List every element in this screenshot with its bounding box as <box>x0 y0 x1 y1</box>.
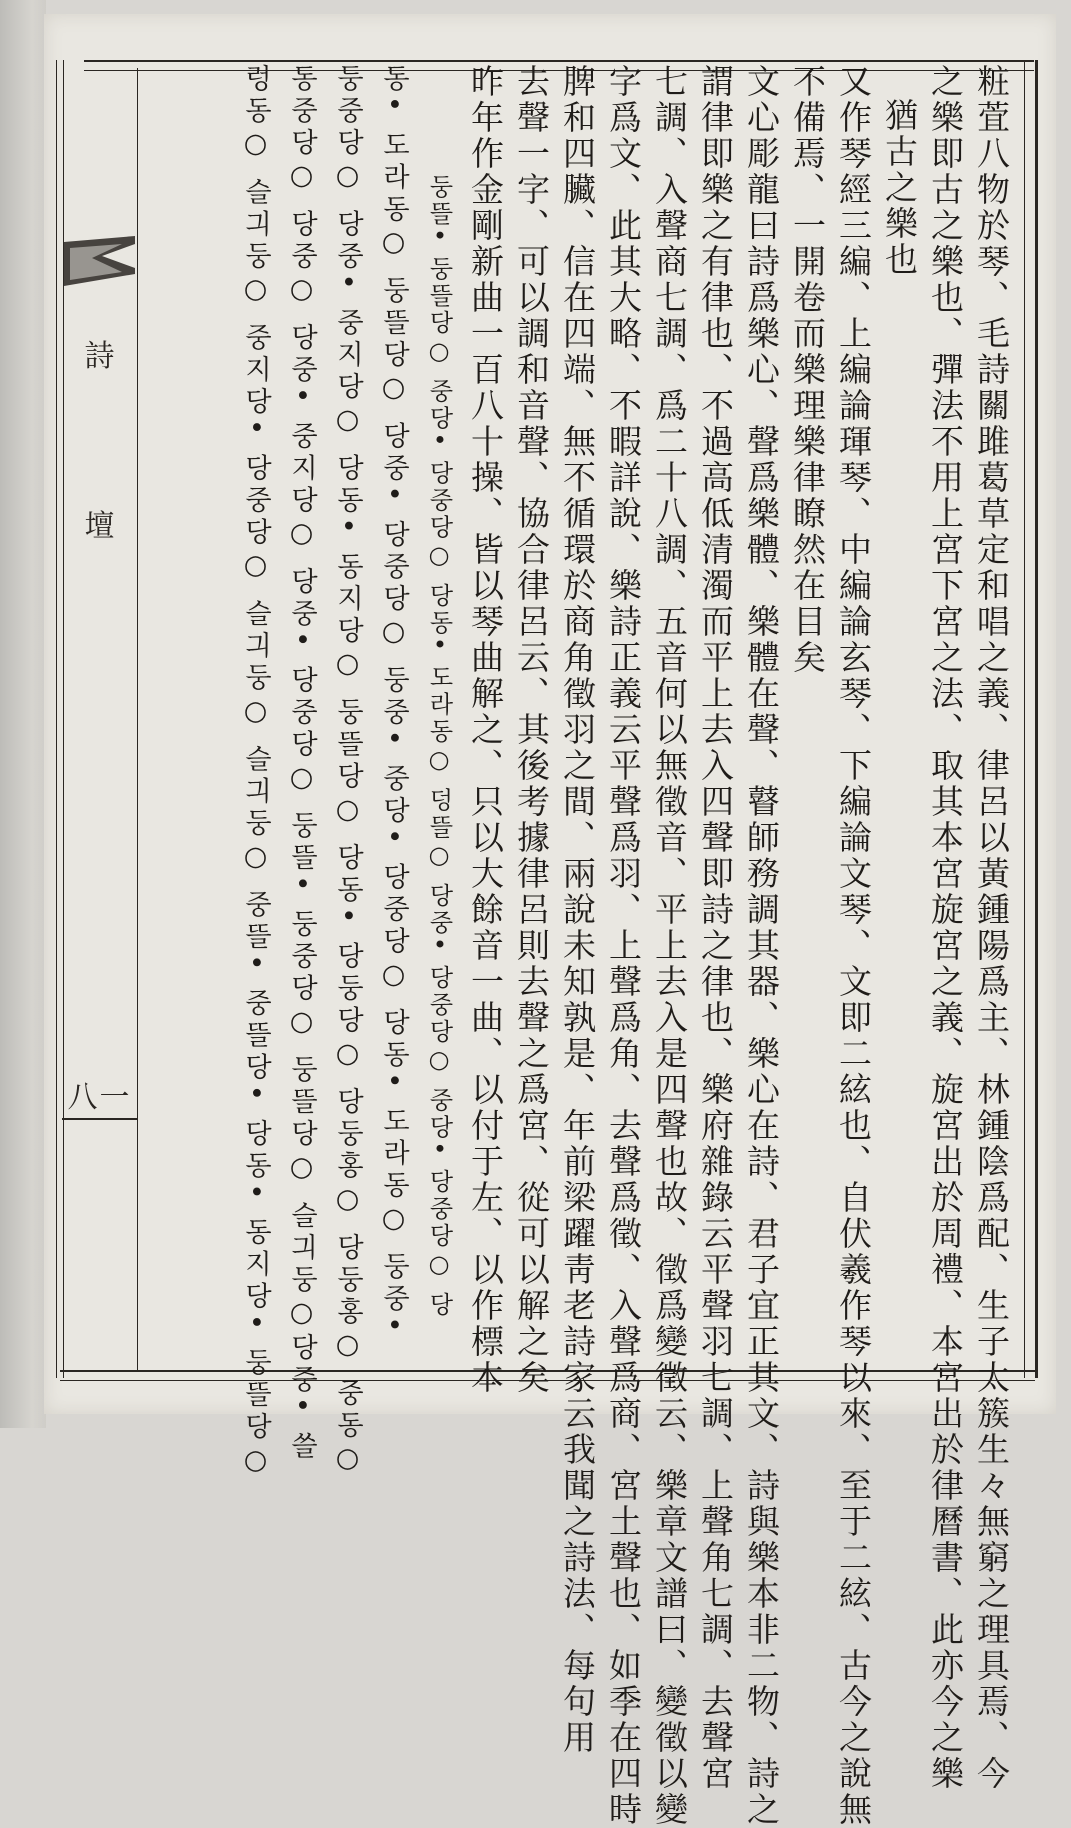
main-text <box>162 64 1014 1828</box>
score-column: 동중당○ 당중○ 당중• 중지당○ 당중• 당중당○ 둥뜰• 둥중당○ 둥뜰당○ 슬긔둥○당중• 쓸 <box>286 64 317 1464</box>
text-column: 文心彫龍曰詩爲樂心、聲爲樂體、樂體在聲、瞽師務調其器、樂心在詩、君子宜正其文、詩與樂本非二物、詩之 <box>742 64 781 1828</box>
score-column: 렁동○ 슬긔둥○ 중지당• 당중당○ 슬긔둥○ 슬긔둥○ 중뜰• 중뜰당• 당동• 동지당• 둥뜰당○ <box>240 64 271 1481</box>
margin-rule <box>137 68 138 1370</box>
text-column: 字爲文、此其大略、不暇詳說、樂詩正義云平聲爲羽、上聲爲角、去聲爲徵、入聲爲商、宮土聲也、如季在四時 <box>604 64 643 1828</box>
book-page <box>44 14 1056 1828</box>
page-shadow <box>0 0 46 1428</box>
text-column: 不備焉、一開卷而樂理樂律瞭然在目矣 <box>788 64 827 676</box>
score-column: 동• 도라동○ 둥뜰당○ 당중• 당중당○ 둥중• 중당• 당중당○ 당동• 도라동○ 둥중• <box>378 64 409 1338</box>
page-number: 八一 <box>62 1072 137 1120</box>
text-column: 七調、入聲商七調、爲二十八調、五音何以無徵音、平上去入是四聲也故、徵爲變徵云、樂章文譜曰、變徵以變 <box>650 64 689 1828</box>
text-column: 粧萓八物於琴、毛詩關雎葛草定和唱之義、律呂以黃鍾陽爲主、林鍾陰爲配、生子太簇生々無窮之理具焉、今 <box>972 64 1011 1792</box>
margin-title-char-1: 詩 <box>84 339 115 374</box>
right-border <box>1024 60 1038 1378</box>
text-column: 又作琴經三編、上編論琿琴、中編論玄琴、下編論文琴、文即二絃也、自伏羲作琴以來、至于二絃、古今之說無 <box>834 64 873 1828</box>
margin-title <box>62 304 137 542</box>
score-column: 둥뜰• 둥뜰당○ 중당• 당중당○ 당동• 도라동○ 덩뜰○ 당중• 당중당○ 중당• 당중당○ 당 <box>425 174 453 1319</box>
text-column: 去聲一字、可以調和音聲、協合律呂云、其後考據律呂則去聲之爲宮、從可以解之矣 <box>512 64 551 1396</box>
text-column: 脾和四臟、信在四端、無不循環於商角徵羽之間、兩說未知孰是、年前梁躍靑老詩家云我聞之詩法、每句用 <box>558 64 597 1756</box>
text-column: 猶古之樂也 <box>880 98 919 278</box>
fishtail-ornament-icon <box>62 234 137 289</box>
margin-title-char-2: 壇 <box>84 509 115 544</box>
text-column: 之樂即古之樂也、彈法不用上宮下宮之法、取其本宮旋宮之義、旋宮出於周禮、本宮出於律曆書、此亦今之樂 <box>926 64 965 1792</box>
text-column: 昨年作金剛新曲一百八十操、皆以琴曲解之、只以大餘音一曲、以付于左、以作標本 <box>466 64 505 1396</box>
score-column: 둥중당○ 당중• 중지당○ 당동• 동지당○ 둥뜰당○ 당동• 당둥당○ 당둥홍○ 당둥홍○ 중동○ <box>332 64 363 1479</box>
text-column: 謂律即樂之有律也、不過高低清濁而平上去入四聲即詩之律也、樂府雜錄云平聲羽七調、上聲角七調、去聲宮 <box>696 64 735 1792</box>
